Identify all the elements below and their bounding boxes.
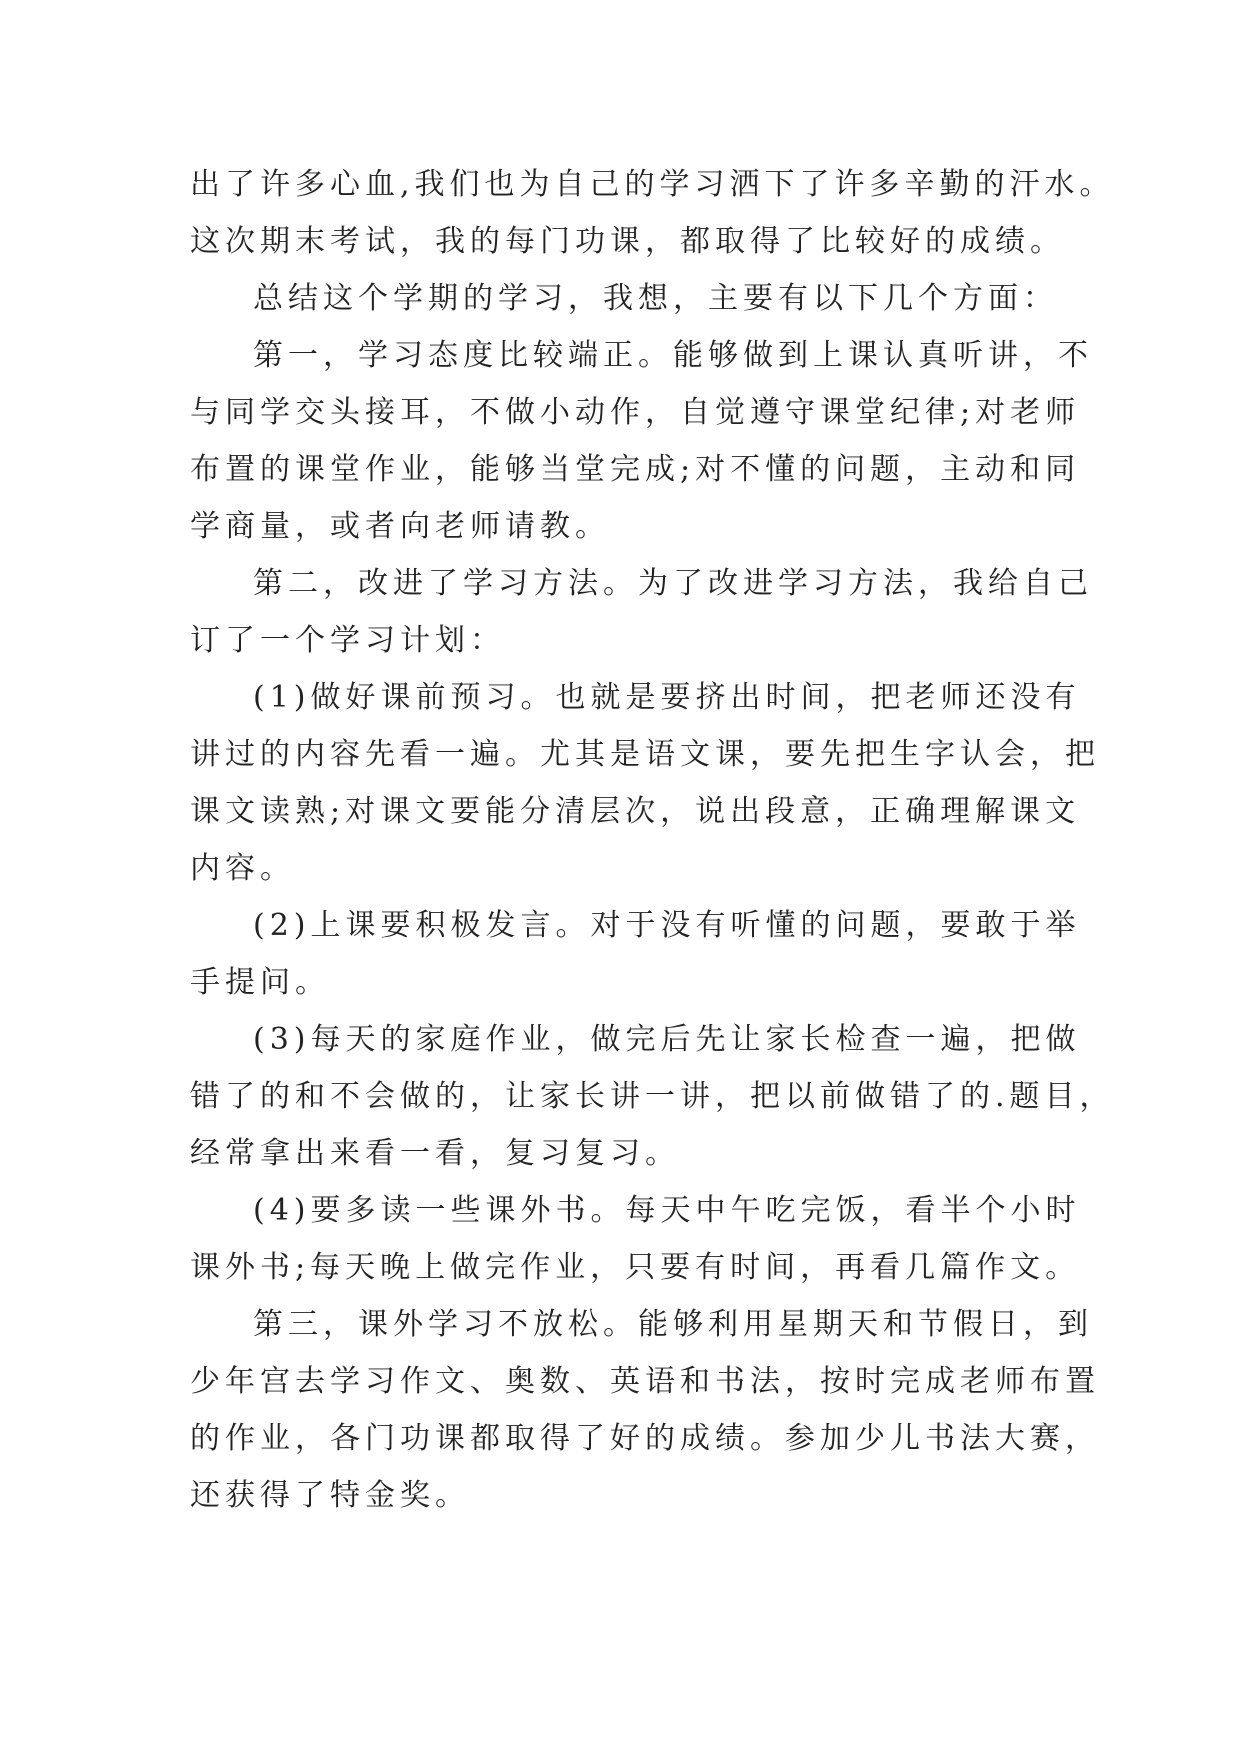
text-line: (3)每天的家庭作业，做完后先让家长检查一遍，把做 [253, 1022, 1081, 1057]
text-line: 经常拿出来看一看，复习复习。 [190, 1136, 680, 1171]
text-line: 总结这个学期的学习，我想，主要有以下几个方面： [253, 281, 1058, 316]
text-line: 手提问。 [190, 965, 330, 1000]
text-line: 少年宫去学习作文、奥数、英语和书法，按时完成老师布置 [190, 1364, 1100, 1399]
text-line: 错了的和不会做的，让家长讲一讲，把以前做错了的.题目， [190, 1079, 1115, 1114]
text-line: 出了许多心血,我们也为自己的学习洒下了许多辛勤的汗水。 [190, 167, 1115, 202]
text-line: 还获得了特金奖。 [190, 1478, 470, 1513]
text-line: 的作业，各门功课都取得了好的成绩。参加少儿书法大赛， [190, 1421, 1100, 1456]
text-line: (1)做好课前预习。也就是要挤出时间，把老师还没有 [253, 680, 1081, 715]
text-line: (2)上课要积极发言。对于没有听懂的问题，要敢于举 [253, 908, 1081, 943]
text-line: (4)要多读一些课外书。每天中午吃完饭，看半个小时 [253, 1193, 1081, 1228]
text-line: 布置的课堂作业，能够当堂完成;对不懂的问题，主动和同 [190, 452, 1081, 487]
text-line: 内容。 [190, 851, 295, 886]
text-line: 这次期末考试，我的每门功课，都取得了比较好的成绩。 [190, 224, 1065, 259]
text-line: 第三，课外学习不放松。能够利用星期天和节假日，到 [253, 1307, 1093, 1342]
text-line: 与同学交头接耳，不做小动作，自觉遵守课堂纪律;对老师 [190, 395, 1081, 430]
text-line: 讲过的内容先看一遍。尤其是语文课，要先把生字认会，把 [190, 737, 1100, 772]
text-line: 第一，学习态度比较端正。能够做到上课认真听讲，不 [253, 338, 1093, 373]
text-line: 订了一个学习计划： [190, 623, 505, 658]
text-line: 学商量，或者向老师请教。 [190, 509, 610, 544]
text-line: 课文读熟;对课文要能分清层次，说出段意，正确理解课文 [190, 794, 1081, 829]
text-line: 第二，改进了学习方法。为了改进学习方法，我给自己 [253, 566, 1093, 601]
text-line: 课外书;每天晚上做完作业，只要有时间，再看几篇作文。 [190, 1250, 1081, 1285]
